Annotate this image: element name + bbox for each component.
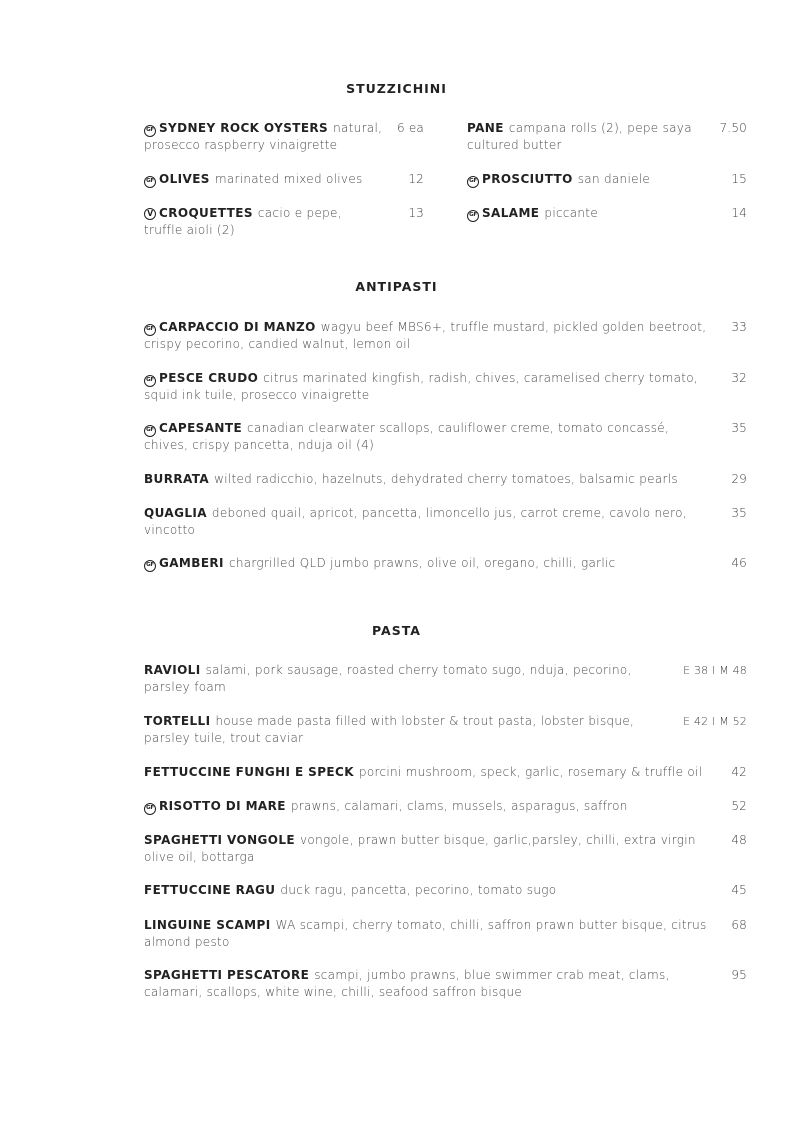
item-name: SPAGHETTI VONGOLE (144, 833, 296, 847)
item-price: 6 ea (397, 121, 424, 135)
item-price: 48 (731, 833, 747, 847)
menu-item (144, 471, 712, 488)
item-description: campana rolls (2), pepe saya cultured butter (467, 121, 692, 152)
item-description: marinated mixed olives (214, 172, 363, 186)
menu-item (467, 120, 707, 154)
menu-item (144, 171, 384, 188)
gluten-free-icon: GF (144, 425, 156, 437)
gluten-free-icon: GF (467, 210, 479, 222)
item-price: 42 (731, 765, 747, 779)
item-description: porcini mushroom, speck, garlic, rosemary & truffle oil (358, 765, 703, 779)
gluten-free-icon: GF (144, 176, 156, 188)
menu-item (144, 662, 654, 696)
item-description: wagyu beef MBS6+, truffle mustard, pickled golden beetroot, crispy pecorino, candied walnut, lemon oil (144, 320, 707, 351)
item-name: FETTUCCINE RAGU (144, 883, 276, 897)
item-name: CROQUETTES (159, 206, 253, 220)
item-description: deboned quail, apricot, pancetta, limoncello jus, carrot creme, cavolo nero, vincotto (144, 506, 687, 537)
menu-item (144, 120, 384, 154)
item-name: BURRATA (144, 472, 210, 486)
menu-item (144, 555, 712, 572)
menu-item (144, 319, 712, 353)
menu-item (144, 917, 712, 951)
menu-item (144, 798, 712, 815)
menu-item (144, 205, 384, 239)
item-price: 68 (731, 918, 747, 932)
gluten-free-icon: GF (144, 560, 156, 572)
item-name: RAVIOLI (144, 663, 201, 677)
item-price: 14 (731, 206, 747, 220)
menu-item (144, 420, 692, 454)
menu-item (144, 764, 712, 781)
gluten-free-icon: GF (144, 324, 156, 336)
item-name: SALAME (482, 206, 540, 220)
gluten-free-icon: GF (144, 375, 156, 387)
item-description: duck ragu, pancetta, pecorino, tomato sugo (280, 883, 557, 897)
item-price: 52 (731, 799, 747, 813)
item-price: 35 (731, 421, 747, 435)
item-description: wilted radicchio, hazelnuts, dehydrated cherry tomatoes, balsamic pearls (214, 472, 678, 486)
item-price: 33 (731, 320, 747, 334)
item-description: citrus marinated kingfish, radish, chives, caramelised cherry tomato, squid ink tuile, prosecco vinaigrette (144, 371, 699, 402)
item-description: WA scampi, cherry tomato, chilli, saffron prawn butter bisque, citrus almond pesto (144, 918, 707, 949)
section-title-antipasti: ANTIPASTI (355, 279, 438, 294)
item-price: E 38 I M 48 (683, 664, 747, 677)
item-price: 15 (731, 172, 747, 186)
gluten-free-icon: GF (144, 125, 156, 137)
item-price: 95 (731, 968, 747, 982)
item-name: PROSCIUTTO (482, 172, 573, 186)
item-price: E 42 I M 52 (683, 715, 747, 728)
item-price: 45 (731, 883, 747, 897)
item-name: OLIVES (159, 172, 210, 186)
item-name: FETTUCCINE FUNGHI E SPECK (144, 765, 354, 779)
item-description: natural, prosecco raspberry vinaigrette (144, 121, 383, 152)
gluten-free-icon: GF (144, 803, 156, 815)
item-description: scampi, jumbo prawns, blue swimmer crab meat, clams, calamari, scallops, white wine, chilli, seafood saffron bisque (144, 968, 670, 999)
item-name: CAPESANTE (159, 421, 243, 435)
item-name: QUAGLIA (144, 506, 207, 520)
menu-item (467, 171, 707, 188)
item-description: san daniele (577, 172, 651, 186)
item-description: canadian clearwater scallops, cauliflower creme, tomato concassé, chives, crispy pancetta, nduja oil (4) (144, 421, 670, 452)
item-description: house made pasta filled with lobster & trout pasta, lobster bisque, parsley tuile, trout caviar (144, 714, 635, 745)
menu-item (144, 832, 712, 866)
menu-item (144, 882, 712, 899)
menu-item (144, 505, 712, 539)
menu-item (144, 370, 712, 404)
item-name: SPAGHETTI PESCATORE (144, 968, 310, 982)
section-title-stuzzichini: STUZZICHINI (346, 81, 447, 96)
section-title-pasta: PASTA (372, 623, 421, 638)
menu-item (144, 967, 674, 1001)
item-description: chargrilled QLD jumbo prawns, olive oil, oregano, chilli, garlic (228, 556, 616, 570)
item-name: LINGUINE SCAMPI (144, 918, 271, 932)
item-price: 32 (731, 371, 747, 385)
item-description: vongole, prawn butter bisque, garlic,parsley, chilli, extra virgin olive oil, bottarga (144, 833, 696, 864)
item-name: PANE (467, 121, 504, 135)
item-description: salami, pork sausage, roasted cherry tomato sugo, nduja, pecorino, parsley foam (144, 663, 632, 694)
item-description: piccante (544, 206, 598, 220)
item-price: 13 (408, 206, 424, 220)
item-price: 29 (731, 472, 747, 486)
item-name: GAMBERI (159, 556, 224, 570)
item-price: 46 (731, 556, 747, 570)
vegetarian-icon: V (144, 208, 156, 220)
item-name: TORTELLI (144, 714, 211, 728)
item-name: RISOTTO DI MARE (159, 799, 286, 813)
gluten-free-icon: GF (467, 176, 479, 188)
item-name: PESCE CRUDO (159, 371, 259, 385)
item-description: cacio e pepe, truffle aioli (2) (144, 206, 342, 237)
item-name: SYDNEY ROCK OYSTERS (159, 121, 329, 135)
menu-item (467, 205, 707, 222)
item-name: CARPACCIO DI MANZO (159, 320, 316, 334)
item-description: prawns, calamari, clams, mussels, asparagus, saffron (290, 799, 628, 813)
item-price: 12 (408, 172, 424, 186)
item-price: 7.50 (719, 121, 747, 135)
item-price: 35 (731, 506, 747, 520)
menu-item (144, 713, 654, 747)
